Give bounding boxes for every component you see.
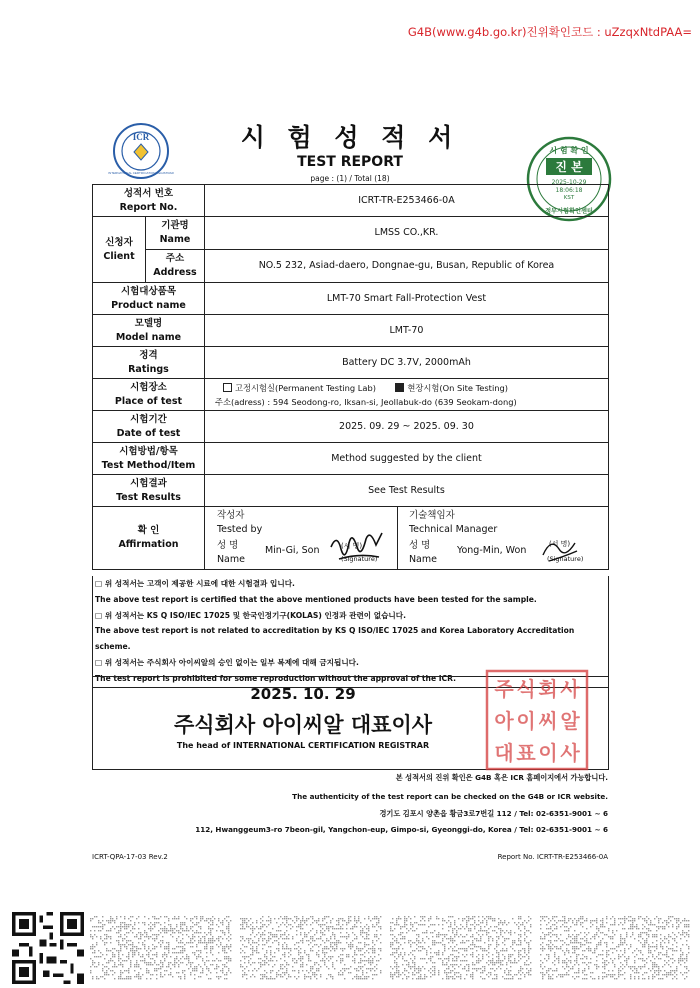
seal-char-8: 알 <box>560 709 580 733</box>
note-1-ko: □ 위 성적서는 고객이 제공한 시료에 대한 시험결과 입니다. <box>95 579 295 588</box>
seal-char-4: 사 <box>560 677 580 701</box>
security-barcode-3 <box>390 916 532 980</box>
issue-date: 2025. 10. 29 <box>250 685 356 703</box>
row-client <box>93 217 609 283</box>
note-2-en: The above test report is not related to accreditation by KS Q ISO/IEC 17025 and Korea Laboratory Accreditation scheme. <box>95 626 575 652</box>
row-model: 모델명 Model name LMT-70 <box>93 315 609 347</box>
place-options <box>215 381 604 395</box>
client-label: 신청자 Client <box>93 217 146 282</box>
row-results: 시험결과 Test Results See Test Results <box>93 475 609 507</box>
security-barcode-4 <box>540 916 690 980</box>
date-value: 2025. 09. 29 ~ 2025. 09. 30 <box>204 411 608 443</box>
stamp-tz: KST <box>563 195 575 201</box>
stamp-main-text: 진 본 <box>555 160 583 174</box>
security-barcode-2 <box>240 916 382 980</box>
footer-line-3: 경기도 김포시 양촌읍 황금3로7번길 112 / Tel: 02-6351-9001 ~ 6 <box>379 809 608 818</box>
row-date: 시험기간 Date of test 2025. 09. 29 ~ 2025. 09. 30 <box>93 411 609 443</box>
client-name-value: LMSS CO.,KR. <box>205 217 608 250</box>
seal-char-12: 사 <box>560 741 580 765</box>
checkbox-on-site <box>395 383 404 392</box>
issuer-head: The head of INTERNATIONAL CERTIFICATION REGISTRAR <box>176 741 430 750</box>
report-no-value: ICRT-TR-E253466-0A <box>204 185 608 217</box>
client-address-value: NO.5 232, Asiad-daero, Dongnae-gu, Busan, Republic of Korea <box>258 260 555 271</box>
seal-char-6: 이 <box>516 709 536 733</box>
stamp-top-text: 시 험 확 인 <box>549 146 589 155</box>
qr-code[interactable] <box>12 912 84 984</box>
footer-line-4: 112, Hwanggeum3-ro 7beon-gil, Yangchon-eup, Gimpo-si, Gyeonggi-do, Korea / Tel: 02-6351-9001 ~ 6 <box>195 825 608 834</box>
client-name-label: 기관명 Name <box>146 217 204 250</box>
row-product: 시험대상품목 Product name LMT-70 Smart Fall-Protection Vest <box>93 283 609 315</box>
barcode-pattern <box>240 916 382 980</box>
barcode-pattern <box>540 916 690 980</box>
footer-line-2: The authenticity of the test report can be checked on the G4B or ICR website. <box>292 792 608 801</box>
form-number: ICRT-QPA-17-03 Rev.2 <box>92 853 168 861</box>
seal-char-11: 이 <box>538 741 558 765</box>
client-address-label: 주소 Address <box>153 253 197 278</box>
company-seal <box>484 668 590 772</box>
place-address: 주소(adress) : 594 Seodong-ro, Iksan-si, Jeollabuk-do (639 Seokam-dong) <box>214 396 517 407</box>
seal-char-1: 주 <box>494 677 514 701</box>
seal-char-9: 대 <box>494 741 514 765</box>
footer-report-number: Report No. ICRT-TR-E253466-0A <box>497 853 608 861</box>
seal-char-7: 씨 <box>538 709 558 733</box>
product-value: LMT-70 Smart Fall-Protection Vest <box>204 283 608 315</box>
note-2-ko: □ 위 성적서는 KS Q ISO/IEC 17025 및 한국인정기구(KOLAS) 인정과 관련이 없습니다. <box>95 610 406 620</box>
logo-text: ICR <box>132 132 150 142</box>
note-3-en: The test report is prohibited for some reproduction without the approval of the ICR. <box>95 673 457 683</box>
model-value: LMT-70 <box>204 315 608 347</box>
title-english: TEST REPORT <box>297 154 403 170</box>
stamp-bottom-text: 정부시험확인센터 <box>545 208 593 215</box>
place-option-1: 고정시험실(Permanent Testing Lab) <box>234 382 377 393</box>
barcode-pattern <box>390 916 532 980</box>
title-korean: 시 험 성 적 서 <box>240 123 460 152</box>
stamp-time: 18:06:18 <box>555 187 583 194</box>
seal-char-5: 아 <box>494 709 514 733</box>
method-value: Method suggested by the client <box>204 443 608 475</box>
manager-block: 기술책임자 Technical Manager 성 명 Name Yong-Min, Won (서 명) (Signature) <box>408 510 584 565</box>
footer-line-1: 본 성적서의 진위 확인은 G4B 혹은 ICR 홈페이지에서 가능합니다. <box>395 773 608 782</box>
seal-char-3: 회 <box>538 677 558 701</box>
row-method: 시험방법/항목 Test Method/Item Method suggested by the client <box>93 443 609 475</box>
verification-banner[interactable]: G4B(www.g4b.go.kr)진위확인코드 : uZzqxNtdPAA= <box>407 25 692 39</box>
note-1-en: The above test report is certified that the above mentioned products have been tested for the sample. <box>95 594 537 604</box>
stamp-date: 2025-10-29 <box>551 179 587 186</box>
issuer-org: 주식회사 아이씨알 대표이사 <box>173 713 433 737</box>
row-report-no: 성적서 번호 Report No. ICRT-TR-E253466-0A <box>93 185 609 217</box>
seal-char-10: 표 <box>516 741 536 765</box>
tester-name: Min-Gi, Son <box>264 545 320 556</box>
row-affirmation: 확 인 Affirmation 작성자 Tested by 성 명 Name Min-Gi, Son (서 명) (Signature) 기술책임자 Technical Manager 성 명 Name Yong-Min, Won (서 명) (Signature) <box>93 507 609 570</box>
row-place: 시험장소 Place of test 고정시험실(Permanent Testing Lab) 현장시험(On Site Testing) 주소(adress) : 594 Seodong-ro, Iksan-si, Jeollabuk-do (639 Seokam-dong) <box>93 379 609 411</box>
tester-block: 작성자 Tested by 성 명 Name Min-Gi, Son (서 명) (Signature) <box>205 507 398 569</box>
row-ratings: 정격 Ratings Battery DC 3.7V, 2000mAh <box>93 347 609 379</box>
report-table <box>92 184 609 570</box>
barcode-pattern <box>90 916 232 980</box>
page-info: page : (1) / Total (18) <box>310 174 390 183</box>
seal-char-2: 식 <box>516 677 536 701</box>
ratings-value: Battery DC 3.7V, 2000mAh <box>204 347 608 379</box>
manager-name: Yong-Min, Won <box>456 545 527 556</box>
place-option-2: 현장시험(On Site Testing) <box>407 382 509 393</box>
logo-ring-text: INTERNATIONAL CERTIFICATION REGISTRAR <box>108 171 174 175</box>
checkbox-permanent-lab <box>223 383 232 392</box>
note-3-ko: □ 위 성적서는 주식회사 아이씨알의 승인 없이는 일부 복제에 대해 금지됩니다. <box>95 657 359 667</box>
security-barcode-1 <box>90 916 232 980</box>
results-value: See Test Results <box>204 475 608 507</box>
